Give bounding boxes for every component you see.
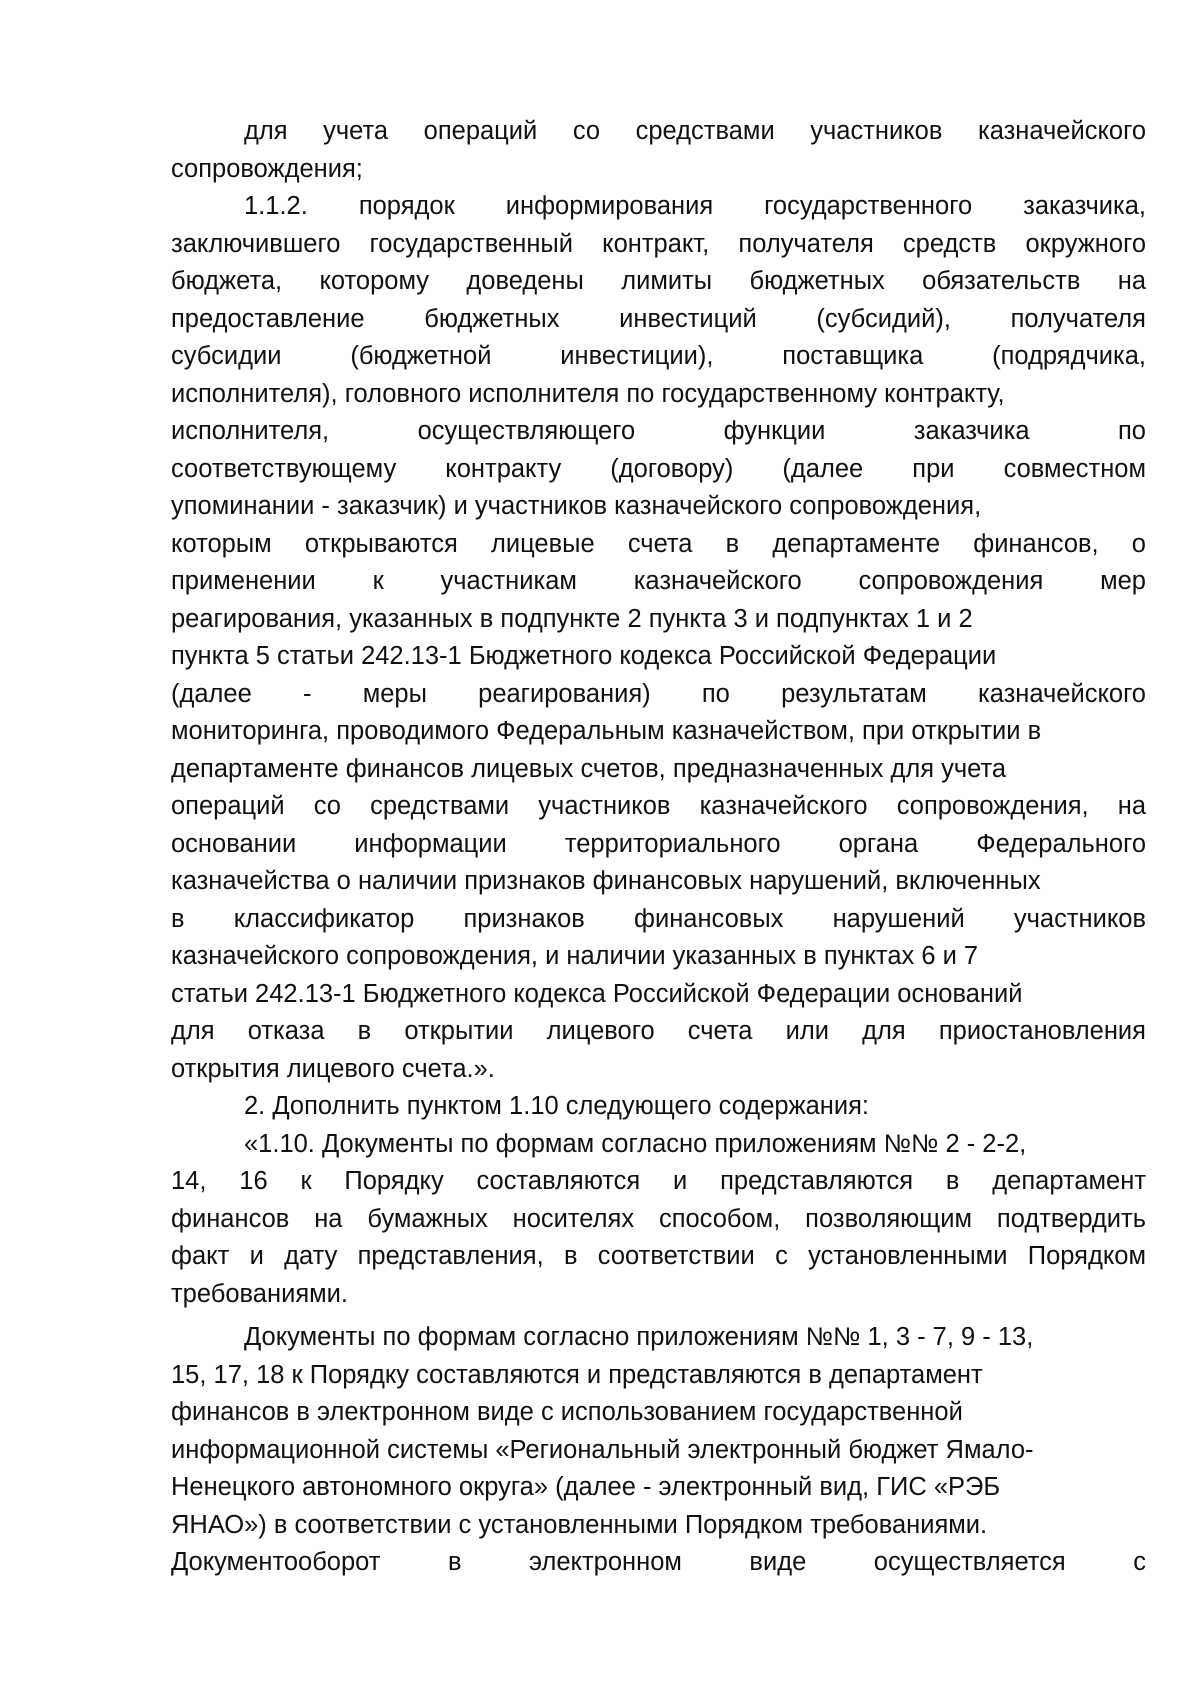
text-line: для отказа в открытии лицевого счета или для приостановления [171, 1017, 1146, 1045]
text-line: мониторинга, проводимого Федеральным казначейством, при открытии в [171, 717, 1042, 745]
text-line: пункта 5 статьи 242.13-1 Бюджетного кодекса Российской Федерации [171, 642, 997, 670]
text-line: ЯНАО») в соответствии с установленными Порядком требованиями. [171, 1510, 988, 1539]
text-line: 1.1.2. порядок информирования государственного заказчика, [244, 192, 1146, 220]
text-line: факт и дату представления, в соответствии с установленными Порядком [171, 1242, 1146, 1270]
text-line: Документооборот в электронном виде осуществляется с [171, 1548, 1146, 1576]
text-line: финансов в электронном виде с использованием государственной [171, 1398, 963, 1426]
text-line: информационной системы «Региональный электронный бюджет Ямало- [171, 1435, 1034, 1464]
text-line: основании информации территориального органа Федерального [171, 829, 1146, 858]
text-line: соответствующему контракту (договору) (далее при совместном [171, 454, 1146, 483]
text-line: операций со средствами участников казначейского сопровождения, на [171, 792, 1146, 820]
text-line: 2. Дополнить пунктом 1.10 следующего содержания: [244, 1092, 870, 1120]
text-line: финансов на бумажных носителях способом, позволяющим подтвердить [171, 1204, 1146, 1233]
text-line: 14, 16 к Порядку составляются и представляются в департамент [171, 1167, 1146, 1195]
text-line: казначейства о наличии признаков финансовых нарушений, включенных [171, 867, 1041, 895]
text-line: открытия лицевого счета.». [171, 1054, 495, 1083]
text-line: Ненецкого автономного округа» (далее - электронный вид, ГИС «РЭБ [171, 1473, 1001, 1501]
text-line: которым открываются лицевые счета в департаменте финансов, о [171, 529, 1146, 558]
text-line: заключившего государственный контракт, получателя средств окружного [171, 229, 1146, 258]
text-line: «1.10. Документы по формам согласно приложениям №№ 2 - 2-2, [244, 1129, 1027, 1158]
text-line: применении к участникам казначейского сопровождения мер [171, 567, 1146, 595]
text-line: требованиями. [171, 1279, 348, 1308]
text-line: для учета операций со средствами участников казначейского [244, 117, 1146, 145]
text-line: упоминании - заказчик) и участников казначейского сопровождения, [171, 492, 982, 520]
text-line: 15, 17, 18 к Порядку составляются и представляются в департамент [171, 1360, 983, 1389]
text-line: исполнителя), головного исполнителя по государственному контракту, [171, 379, 1005, 408]
text-line: субсидии (бюджетной инвестиции), поставщика (подрядчика, [171, 342, 1146, 370]
text-line: исполнителя, осуществляющего функции заказчика по [171, 417, 1146, 445]
text-line: департаменте финансов лицевых счетов, предназначенных для учета [171, 754, 1007, 783]
text-line: реагирования, указанных в подпункте 2 пункта 3 и подпунктах 1 и 2 [171, 604, 973, 633]
text-line: казначейского сопровождения, и наличии указанных в пунктах 6 и 7 [171, 942, 979, 970]
text-line: сопровождения; [171, 154, 363, 183]
text-line: предоставление бюджетных инвестиций (субсидий), получателя [171, 304, 1146, 333]
text-line: Документы по формам согласно приложениям №№ 1, 3 - 7, 9 - 13, [244, 1323, 1034, 1351]
text-line: статьи 242.13-1 Бюджетного кодекса Российской Федерации оснований [171, 979, 1023, 1008]
text-line: в классификатор признаков финансовых нарушений участников [171, 904, 1146, 933]
document-text [171, 113, 1146, 1582]
text-line: (далее - меры реагирования) по результатам казначейского [171, 679, 1146, 708]
text-line: бюджета, которому доведены лимиты бюджетных обязательств на [171, 267, 1146, 295]
